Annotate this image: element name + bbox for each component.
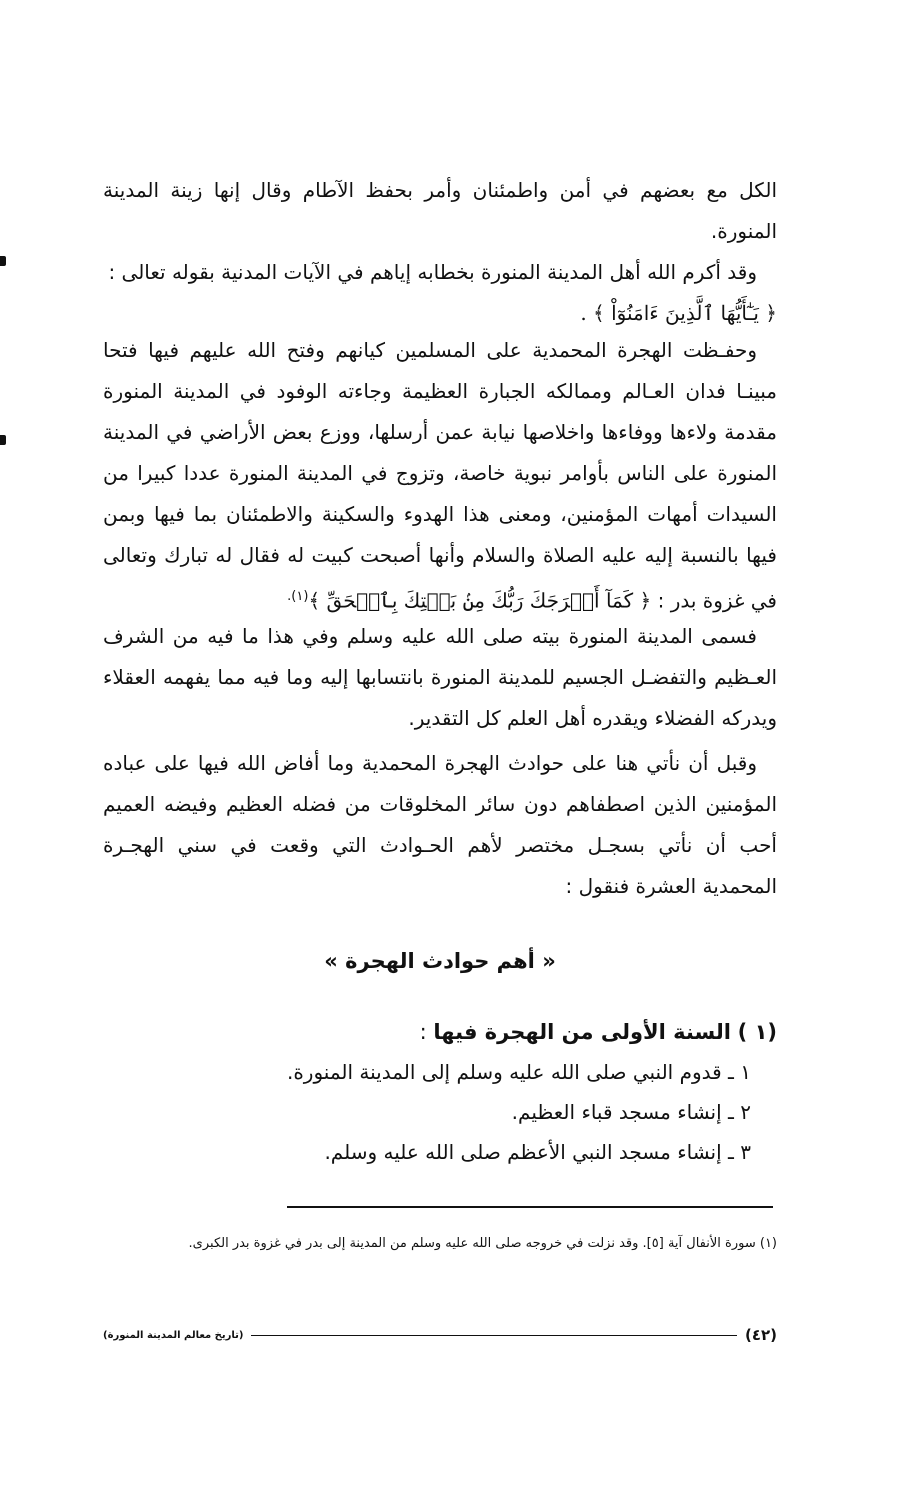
footnote-reference: (١). <box>287 589 309 604</box>
paragraph-events-intro: وقبل أن نأتي هنا على حوادث الهجرة المحمدية وما أفاض الله فيها على عباده المؤمنين الذين اصطفاهم دون سائر المخلوقات من فضله العظيم وفيضه العميم أحب أن نأتي بسجـل مختصر لأهم الحـوادث التي وقعت في سني الهجـرة المحمدية العشرة فنقول : <box>103 751 777 898</box>
page-number: (٤٢) <box>744 1326 777 1344</box>
scan-margin-mark <box>0 435 6 445</box>
paragraph-hijra <box>103 330 777 622</box>
paragraph-block-3 <box>103 743 777 907</box>
paragraph-quran-address <box>103 252 777 334</box>
list-item: ٢ ـ إنشاء مسجد قباء العظيم. <box>511 1100 751 1124</box>
paragraph-madina-house: فسمى المدينة المنورة بيته صلى الله عليه وسلم وفي هذا ما فيه من الشرف العـظيم والتفضـل الجسيم للمدينة المنورة بانتسابها إليه وما فيه مما يفهمه العقلاء ويدركه الفضلاء ويقدره أهل العلم كل التقدير. <box>103 624 777 730</box>
events-list <box>287 1052 751 1172</box>
year-title-text: السنة الأولى من الهجرة فيها <box>433 1020 731 1044</box>
footnote: (١) سورة الأنفال آية [٥]. وقد نزلت في خروجه صلى الله عليه وسلم من المدينة إلى بدر في غزوة بدر الكبرى. <box>188 1236 777 1251</box>
opening-text <box>103 170 777 334</box>
year-title-suffix: : <box>419 1020 427 1044</box>
year-number: (١ ) <box>737 1020 777 1044</box>
list-item: ٣ ـ إنشاء مسجد النبي الأعظم صلى الله عليه وسلم. <box>324 1140 751 1164</box>
scan-margin-mark <box>0 256 6 266</box>
running-title: (تاريخ معالم المدينة المنورة) <box>103 1329 244 1341</box>
paragraph-continuation: الكل مع بعضهم في أمن واطمئنان وأمر بحفظ الآطام وقال إنها زينة المدينة المنورة. <box>103 178 777 243</box>
page-footer <box>103 1323 777 1347</box>
footer-rule <box>251 1335 737 1336</box>
section-heading: « أهم حوادث الهجرة » <box>324 949 556 973</box>
quran-verse-badr: ﴿ كَمَآ أَخۡرَجَكَ رَبُّكَ مِنۢ بَيۡتِكَ بِٱلۡحَقِّ ﴾ <box>308 588 652 613</box>
year-section-title <box>420 1012 777 1052</box>
paragraph-intro-text: وقد أكرم الله أهل المدينة المنورة بخطابه إياهم في الآيات المدنية بقوله تعالى : <box>108 260 757 284</box>
paragraph-hijra-text: وحفـظت الهجرة المحمدية على المسلمين كيانهم وفتح الله عليهم فيها فتحا مبينـا فدان العـالم وممالكه الجبارة العظيمة وجاءته الوفود في المدينة المنورة مقدمة ولاءها ووفاءها واخلاصها نيابة عمن أرسلها، ووزع بعض الأراضي في المدينة المنورة على الناس بأوامر نبوية خاصة، وتزوج في المدينة المنورة عددا كبيرا من السيدات أمهات المؤمنين، ومعنى هذا الهدوء والسكينة والاطمئنان بما فيها وبمن فيها بالنسبة إليه عليه الصلاة والسلام وأنها أصبحت كبيت له فقال له تبارك وتعالى في غزوة بدر : <box>103 338 777 613</box>
list-item: ١ ـ قدوم النبي صلى الله عليه وسلم إلى المدينة المنورة. <box>286 1060 751 1084</box>
main-paragraph-block <box>103 330 777 622</box>
paragraph-block-2 <box>103 616 777 739</box>
quran-verse: ﴿ يَـٰٓأَيُّهَا ٱلَّذِينَ ءَامَنُوٓاْ ﴾ . <box>580 301 777 325</box>
footnote-divider <box>287 1206 773 1208</box>
